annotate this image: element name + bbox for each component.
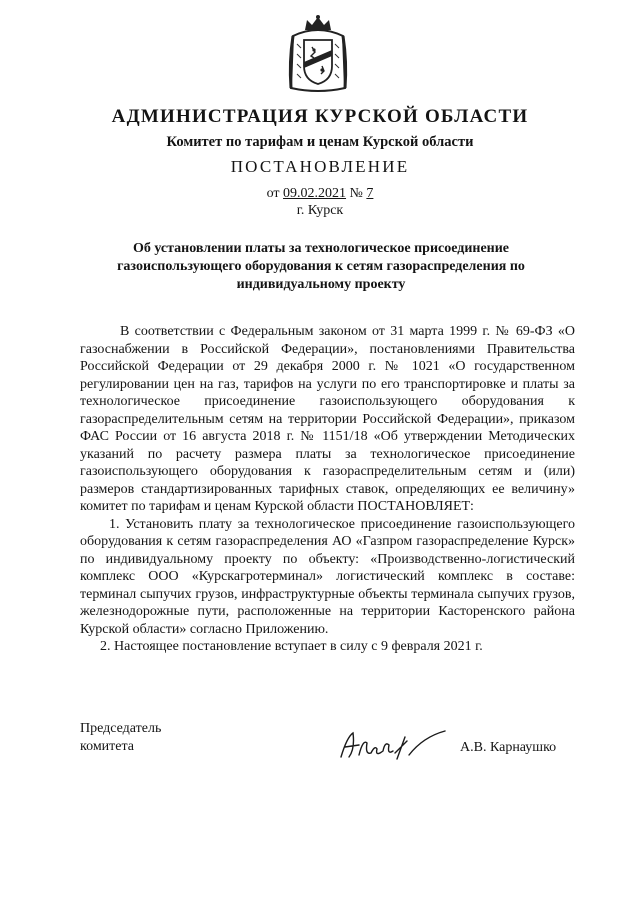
organization-name: АДМИНИСТРАЦИЯ КУРСКОЙ ОБЛАСТИ [111,106,529,127]
preamble-paragraph: В соответствии с Федеральным законом от 31 марта 1999 г. № 69-ФЗ «О газоснабжении в Российской Федерации», постановлениями Правительства Российской Федерации от 29 декабря 2000 г. № 1021 «О государственном регулировании цен на газ, тарифов на услуги по его транспортировке и платы за технологическое присоединение газоиспользующего оборудования к газораспределительным сетям на территории Российской Федерации», приказом ФАС России от 16 августа 2018 г. № 1151/18 «Об утверждении Методических указаний по расчету размера платы за технологическое присоединение газоиспользующего оборудования к газораспределительным сетям и (или) размеров стандартизированных тарифных ставок, определяющих ее величину» комитет по тарифам и ценам Курской области ПОСТАНОВЛЯЕТ: [80,324,575,514]
committee-name: Комитет по тарифам и ценам Курской области [166,134,474,150]
signatory-name: А.В. Карнаушко [460,740,557,755]
signatory-position [80,720,161,755]
document-date: 09.02.2021 [283,186,347,201]
position-line-2: комитета [80,738,135,754]
city: г. Курск [296,203,344,218]
document-body [80,323,575,656]
document-number: 7 [366,186,374,201]
clause-1-paragraph: 1. Установить плату за технологическое присоединение газоиспользующего оборудования к сетям газораспределения АО «Газпром газораспределение Курск» по индивидуальному проекту по объекту: «Производственно-логистический комплекс ООО «Курскагротерминал» логистический комплекс в составе: терминал сыпучих грузов, инфраструктурные объекты терминала сыпучих грузов, железнодорожные пути, расположенные на территории Касторенского района Курской области» согласно Приложению. [80,516,575,637]
document-title: Об установлении платы за технологическое присоединение газоиспользующего оборудования к сетям газораспределения по индивидуальному проекту [117,241,525,292]
clause-2-paragraph: 2. Настоящее постановление вступает в силу с 9 февраля 2021 г. [100,639,483,654]
coat-of-arms-emblem [287,14,349,96]
position-line-1: Председатель [80,721,162,736]
handwritten-signature [337,727,449,763]
number-sign: № [349,186,363,201]
document-type: ПОСТАНОВЛЕНИЕ [230,157,410,176]
date-prefix: от [266,186,280,201]
date-number-line [60,186,580,202]
